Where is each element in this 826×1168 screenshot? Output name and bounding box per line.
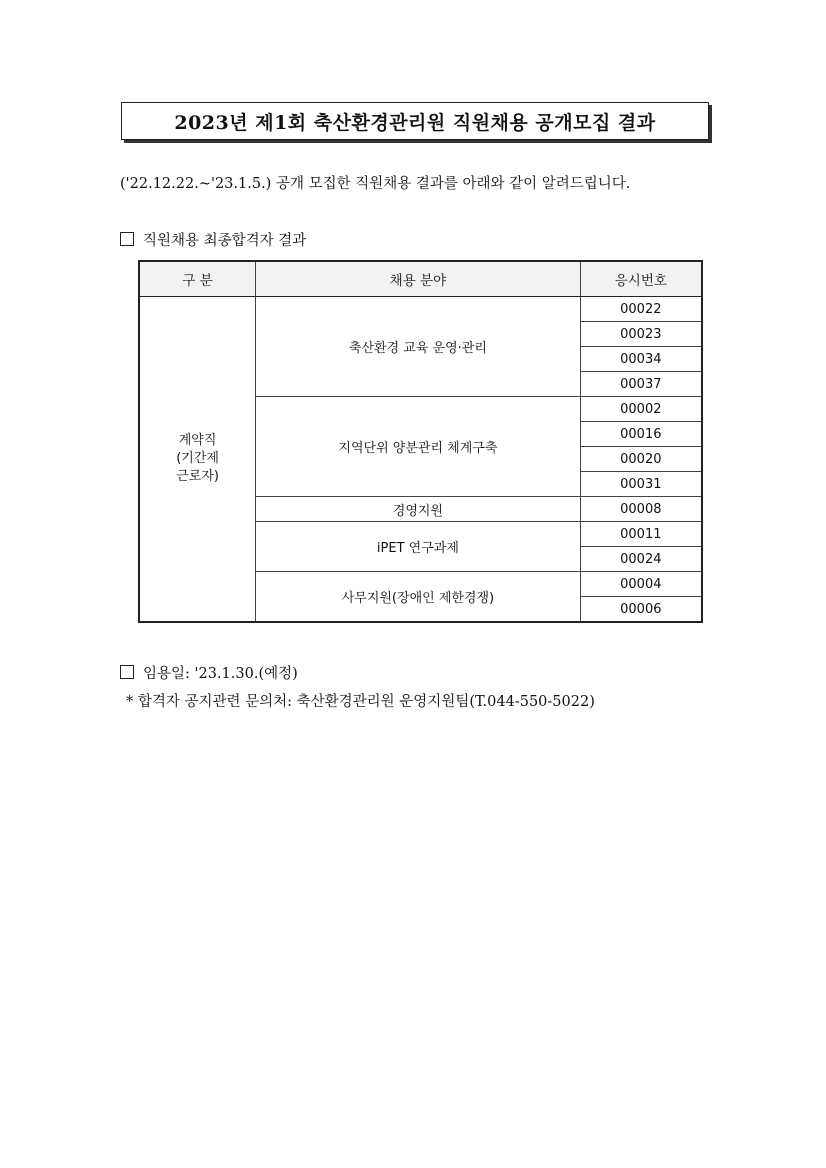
header-category: 구 분 (139, 261, 256, 297)
applicant-number: 00024 (580, 547, 702, 572)
applicant-number: 00002 (580, 397, 702, 422)
field-cell: 지역단위 양분관리 체계구축 (256, 397, 580, 497)
field-cell: 경영지원 (256, 497, 580, 522)
field-cell: 축산환경 교육 운영·관리 (256, 297, 580, 397)
appointment-date-label: 임용일: '23.1.30.(예정) (143, 666, 298, 682)
section-appointment-date (120, 662, 298, 683)
applicant-number: 00031 (580, 472, 702, 497)
applicant-number: 00022 (580, 297, 702, 322)
category-line: 근로자) (176, 469, 219, 484)
header-field: 채용 분야 (256, 261, 580, 297)
category-cell (139, 297, 256, 623)
table-header-row (139, 261, 702, 297)
category-line: (기간제 (176, 451, 219, 466)
results-table (138, 260, 703, 623)
applicant-number: 00020 (580, 447, 702, 472)
document-title: 2023년 제1회 축산환경관리원 직원채용 공개모집 결과 (121, 102, 709, 140)
applicant-number: 00008 (580, 497, 702, 522)
field-cell: iPET 연구과제 (256, 522, 580, 572)
header-applicant-number: 응시번호 (580, 261, 702, 297)
applicant-number: 00004 (580, 572, 702, 597)
checkbox-square-icon (120, 665, 134, 679)
applicant-number: 00016 (580, 422, 702, 447)
contact-note: * 합격자 공지관련 문의처: 축산환경관리원 운영지원팀(T.044-550-5022) (126, 694, 595, 710)
applicant-number: 00006 (580, 597, 702, 623)
section-final-results (120, 229, 306, 250)
field-cell: 사무지원(장애인 제한경쟁) (256, 572, 580, 623)
applicant-number: 00037 (580, 372, 702, 397)
category-line: 계약직 (178, 433, 217, 448)
applicant-number: 00011 (580, 522, 702, 547)
checkbox-square-icon (120, 232, 134, 246)
table-row (139, 297, 702, 322)
intro-text: ('22.12.22.~'23.1.5.) 공개 모집한 직원채용 결과를 아래와 같이 알려드립니다. (120, 176, 631, 192)
section-final-results-label: 직원채용 최종합격자 결과 (143, 233, 307, 249)
applicant-number: 00023 (580, 322, 702, 347)
applicant-number: 00034 (580, 347, 702, 372)
